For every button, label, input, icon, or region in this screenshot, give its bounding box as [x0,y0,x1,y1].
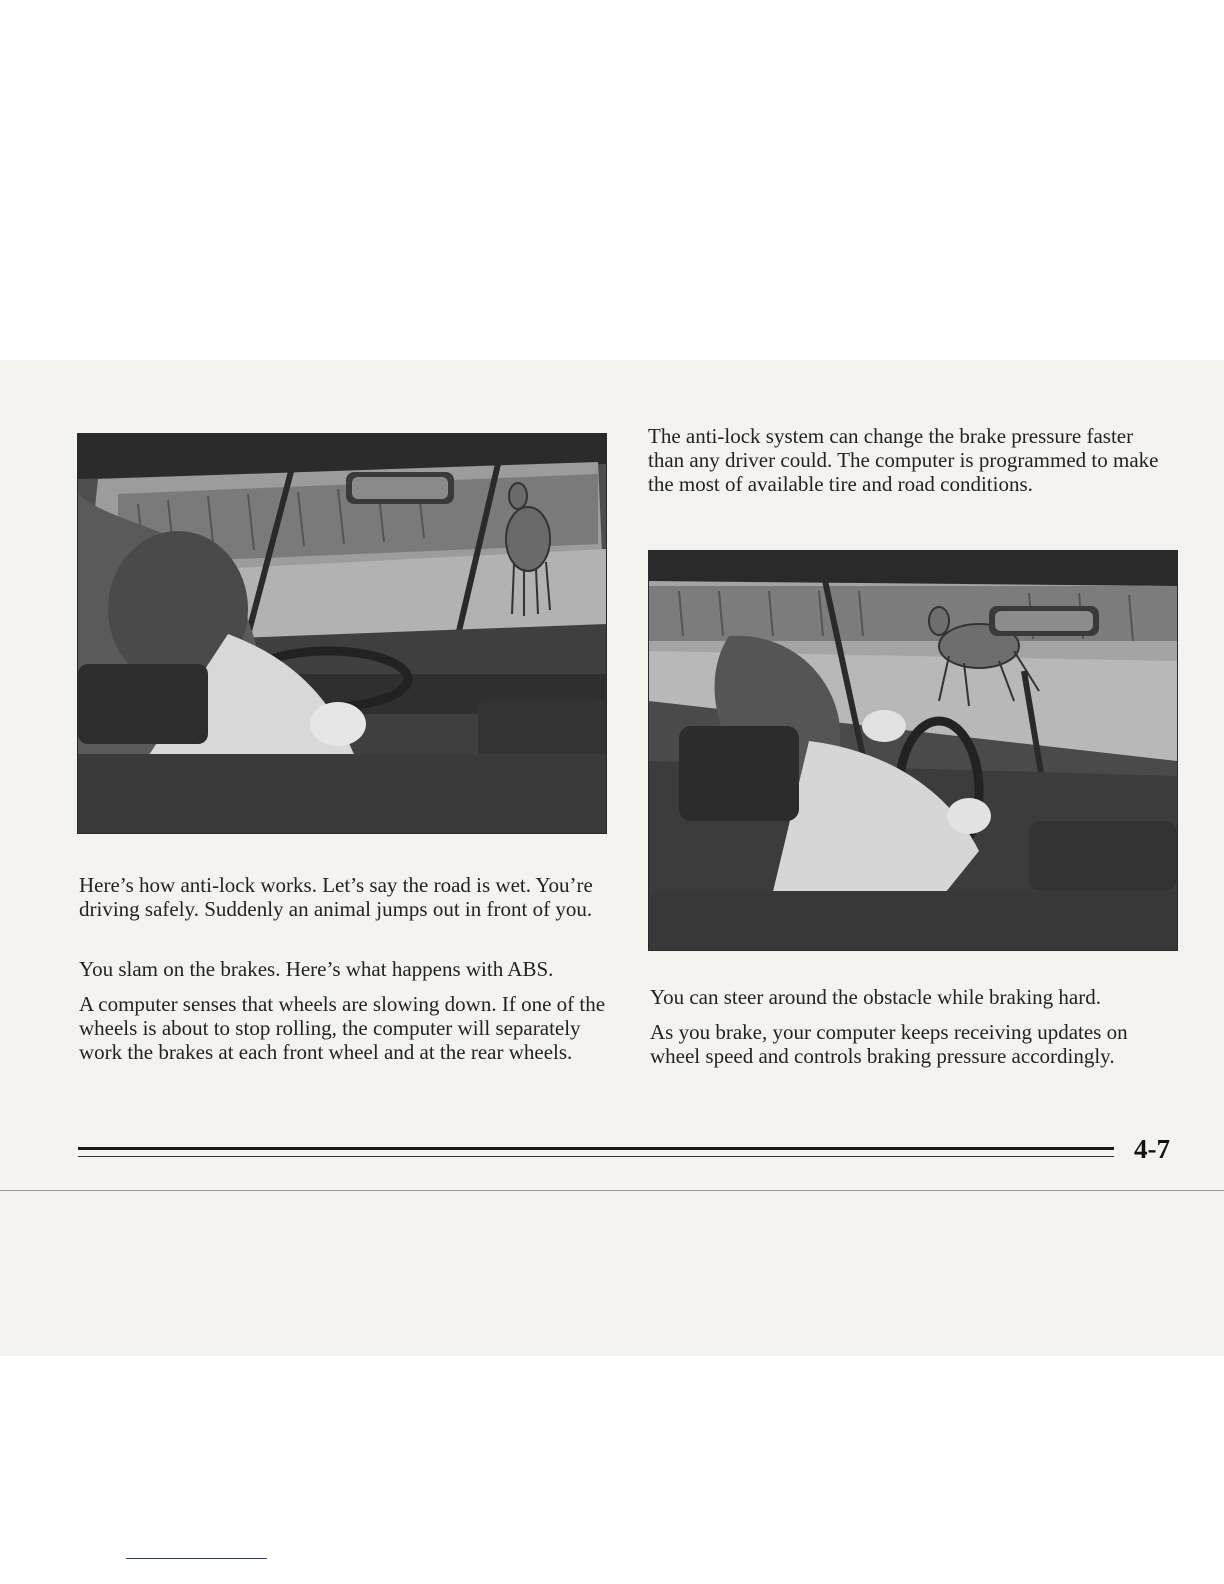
driver-steering-illustration [649,551,1177,950]
figure-right [648,550,1178,951]
manual-page [0,360,1224,1356]
paragraph-antilock-system: The anti-lock system can change the brake pressure faster than any driver could. The computer is programmed to make the most of available tire and road conditions. [648,424,1159,496]
paragraph-computer-senses: A computer senses that wheels are slowing down. If one of the wheels is about to stop rolling, the computer will separately work the brakes at each front wheel and at the rear wheels. [79,992,606,1064]
paragraph-steer-around: You can steer around the obstacle while braking hard. [650,985,1101,1009]
footer-rule-thick [78,1147,1114,1150]
footer-rule-thin [78,1156,1114,1157]
paragraph-computer-updates: As you brake, your computer keeps receiving updates on wheel speed and controls braking pressure accordingly. [650,1020,1128,1068]
paragraph-how-antilock-works: Here’s how anti-lock works. Let’s say the road is wet. You’re driving safely. Suddenly an animal jumps out in front of you. [79,873,593,921]
driver-deer-illustration [78,434,606,833]
scan-edge-line [0,1190,1224,1191]
page-number: 4-7 [1134,1134,1170,1164]
figure-left [77,433,607,834]
bottom-link-underline [126,1558,267,1559]
paragraph-slam-brakes: You slam on the brakes. Here’s what happens with ABS. [79,957,554,981]
